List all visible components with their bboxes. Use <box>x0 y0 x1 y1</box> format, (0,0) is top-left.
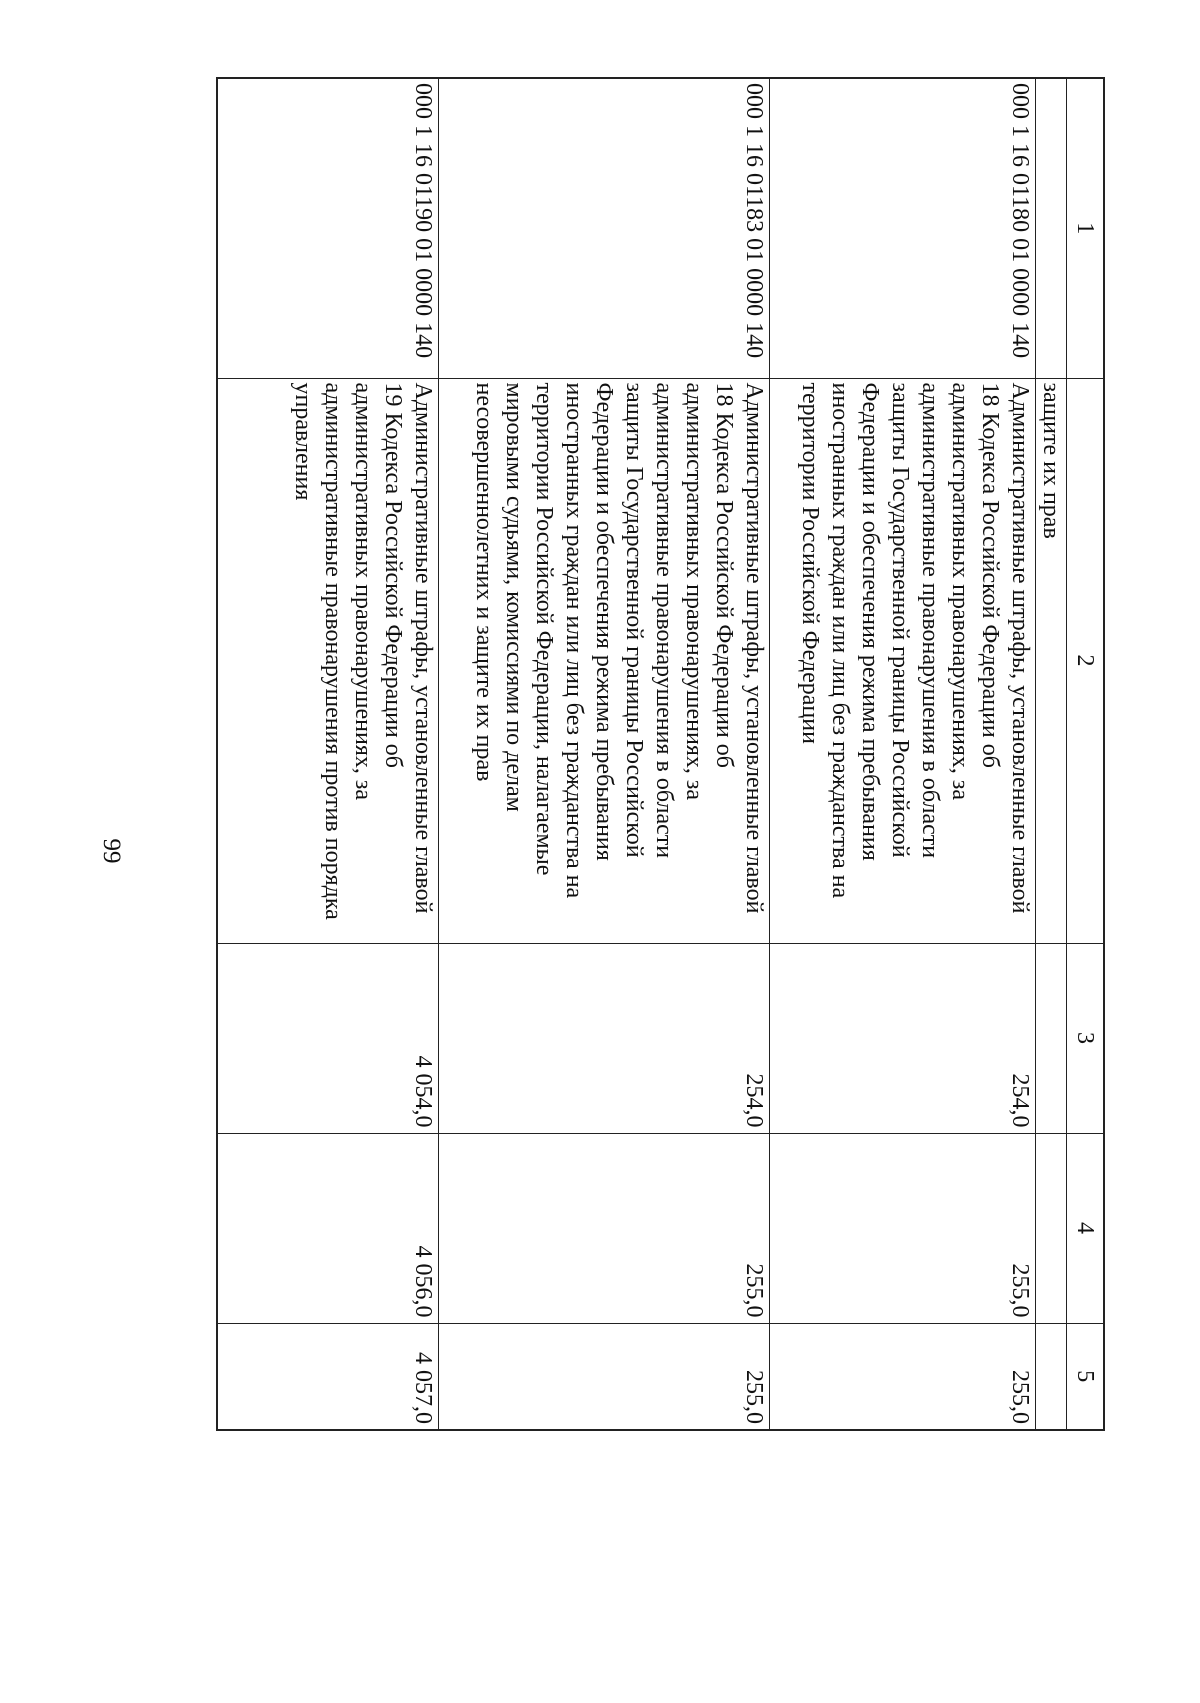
row-code: 000 1 16 01190 01 0000 140 <box>217 78 439 378</box>
row-description: Административные штрафы, установленные главой 18 Кодекса Российской Федерации об административных правонарушениях, за административные правонарушения в области защиты Государственной границы Российской Федерации и обеспечения режима пребывания иностранных граждан или лиц без гражданства на территории Российской Федерации, налагаемые мировыми судьями, комиссиями по делам несовершеннолетних и защите их прав <box>439 378 770 943</box>
table-row <box>217 78 439 1430</box>
rotated-table-container <box>218 77 1105 1429</box>
continuation-row <box>1036 78 1067 1430</box>
table-row <box>770 78 1036 1430</box>
row-value-col4: 255,0 <box>770 1133 1036 1323</box>
row-description: Административные штрафы, установленные главой 18 Кодекса Российской Федерации об административных правонарушениях, за административные правонарушения в области защиты Государственной границы Российской Федерации и обеспечения режима пребывания иностранных граждан или лиц без гражданства на территории Российской Федерации <box>770 378 1036 943</box>
row-value-col3: 254,0 <box>439 943 770 1133</box>
table-header-row <box>1067 78 1105 1430</box>
row-code: 000 1 16 01183 01 0000 140 <box>439 78 770 378</box>
page-number: 99 <box>98 838 125 864</box>
row-value-col5: 255,0 <box>439 1323 770 1430</box>
continuation-cell-3 <box>1036 943 1067 1133</box>
header-cell-1: 1 <box>1067 78 1105 378</box>
row-code: 000 1 16 01180 01 0000 140 <box>770 78 1036 378</box>
header-cell-5: 5 <box>1067 1323 1105 1430</box>
table-row <box>439 78 770 1430</box>
row-value-col4: 4 056,0 <box>217 1133 439 1323</box>
row-description: Административные штрафы, установленные главой 19 Кодекса Российской Федерации об административных правонарушениях, за административные правонарушения против порядка управления <box>217 378 439 943</box>
row-value-col5: 4 057,0 <box>217 1323 439 1430</box>
row-value-col3: 4 054,0 <box>217 943 439 1133</box>
header-cell-4: 4 <box>1067 1133 1105 1323</box>
row-value-col5: 255,0 <box>770 1323 1036 1430</box>
header-cell-3: 3 <box>1067 943 1105 1133</box>
row-value-col3: 254,0 <box>770 943 1036 1133</box>
continuation-cell-5 <box>1036 1323 1067 1430</box>
continuation-text: защите их прав <box>1036 378 1067 943</box>
budget-table <box>216 77 1105 1431</box>
header-cell-2: 2 <box>1067 378 1105 943</box>
continuation-cell-4 <box>1036 1133 1067 1323</box>
row-value-col4: 255,0 <box>439 1133 770 1323</box>
continuation-code-cell <box>1036 78 1067 378</box>
